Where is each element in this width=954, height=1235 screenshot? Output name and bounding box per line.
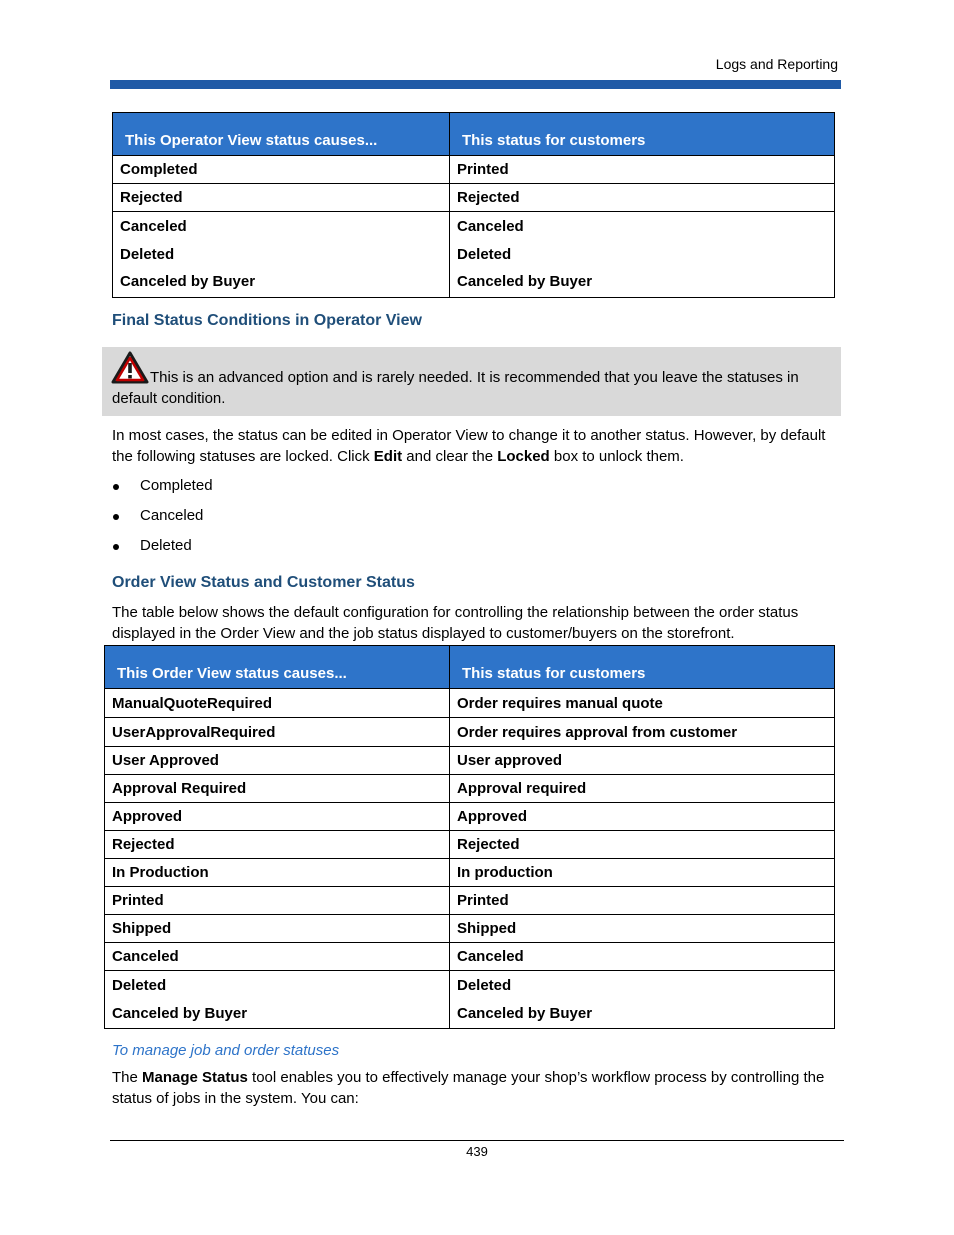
table-cell: Shipped (450, 915, 835, 943)
operator-status-table (112, 112, 835, 298)
header-rule (110, 80, 841, 89)
table-header-col1: This Order View status causes... (105, 646, 450, 689)
table-row (113, 156, 835, 184)
table-cell: Rejected (450, 831, 835, 859)
cell-line: Deleted (457, 977, 512, 994)
table-cell (113, 212, 450, 298)
table-row (113, 212, 835, 298)
table-cell: Canceled (105, 943, 450, 971)
table-row (105, 943, 835, 971)
table-cell: Completed (113, 156, 450, 184)
table-row (105, 971, 835, 1029)
table-cell: User Approved (105, 747, 450, 775)
order-view-paragraph: The table below shows the default configuration for controlling the relationship between the order status displayed in the Order View and the job status displayed to customer/buyers on the storefront. (112, 604, 799, 642)
table-cell: Printed (450, 887, 835, 915)
table-row (105, 803, 835, 831)
order-status-table (104, 645, 835, 1029)
table-row (105, 831, 835, 859)
locked-status-paragraph: In most cases, the status can be edited in Operator View to change it to another status. However, by default the following statuses are locked. Click Edit and clear the Locked box to unlock them. (112, 427, 826, 465)
table-cell: In production (450, 859, 835, 887)
table-cell: Rejected (105, 831, 450, 859)
cell-line: Deleted (457, 245, 512, 263)
list-item: Canceled (140, 507, 204, 524)
table-cell: ManualQuoteRequired (105, 689, 450, 718)
cell-line: Canceled by Buyer (112, 1004, 248, 1022)
table-row (105, 859, 835, 887)
table-header-col2: This status for customers (450, 113, 835, 156)
footer-rule (110, 1140, 844, 1141)
table-cell (105, 971, 450, 1029)
table-cell: Approved (450, 803, 835, 831)
section-heading-final-status: Final Status Conditions in Operator View (112, 312, 422, 329)
table-cell: User approved (450, 747, 835, 775)
list-item: Deleted (140, 537, 192, 554)
manage-status-paragraph: The Manage Status tool enables you to effectively manage your shop’s workflow process by controlling the status of jobs in the system. You can: (112, 1069, 825, 1107)
table-row (113, 184, 835, 212)
table-cell (450, 971, 835, 1029)
bullet-icon (113, 514, 119, 520)
cell-line: Deleted (112, 977, 167, 994)
table-cell: Approval Required (105, 775, 450, 803)
table-cell: Order requires approval from customer (450, 718, 835, 747)
warning-box (102, 347, 841, 416)
table-cell: Printed (105, 887, 450, 915)
page-number: 439 (466, 1144, 488, 1159)
warning-text: This is an advanced option and is rarely needed. It is recommended that you leave the statuses in default condition. (112, 369, 799, 407)
table-row (105, 887, 835, 915)
table-cell: UserApprovalRequired (105, 718, 450, 747)
table-cell: In Production (105, 859, 450, 887)
table-row (105, 718, 835, 747)
table-cell: Shipped (105, 915, 450, 943)
page-header-section: Logs and Reporting (715, 56, 838, 72)
bullet-icon (113, 484, 119, 490)
table-cell: Order requires manual quote (450, 689, 835, 718)
cell-line: Canceled by Buyer (120, 273, 256, 290)
table-cell: Rejected (450, 184, 835, 212)
table-header-col2: This status for customers (450, 646, 835, 689)
table-cell: Rejected (113, 184, 450, 212)
cell-line: Canceled (457, 218, 524, 235)
table-cell: Canceled (450, 943, 835, 971)
table-cell: Approved (105, 803, 450, 831)
table-row (105, 747, 835, 775)
table-row (105, 915, 835, 943)
list-item: Completed (140, 477, 213, 494)
table-header-col1: This Operator View status causes... (113, 113, 450, 156)
table-cell (450, 212, 835, 298)
bullet-icon (113, 544, 119, 550)
table-row (105, 775, 835, 803)
cell-line: Canceled by Buyer (457, 1004, 593, 1022)
cell-line: Canceled (120, 218, 187, 235)
table-cell: Printed (450, 156, 835, 184)
cell-line: Canceled by Buyer (457, 273, 593, 290)
table-row (105, 689, 835, 718)
cell-line: Deleted (120, 245, 175, 263)
section-heading-order-view: Order View Status and Customer Status (112, 574, 415, 591)
table-cell: Approval required (450, 775, 835, 803)
procedure-heading: To manage job and order statuses (112, 1042, 340, 1059)
